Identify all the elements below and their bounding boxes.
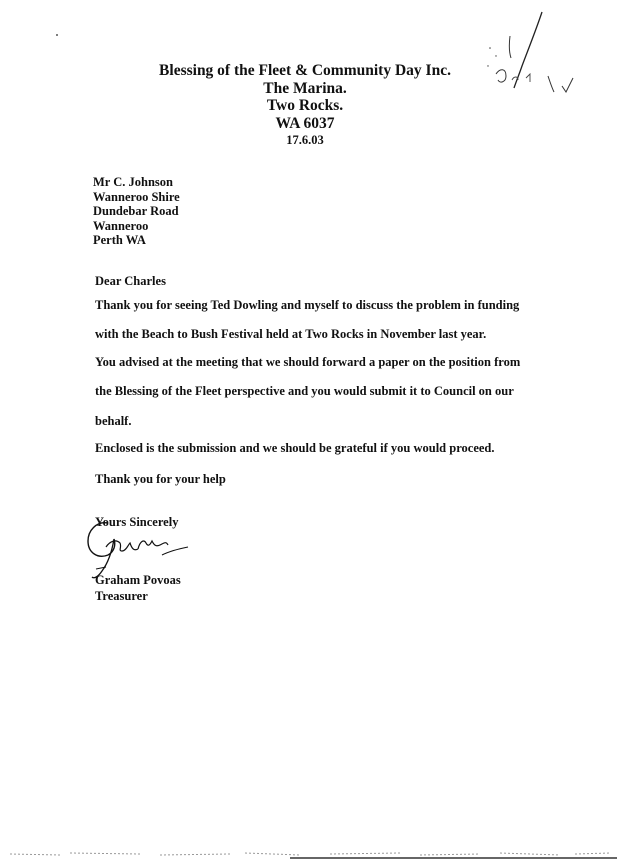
recipient-address-line: Wanneroo Shire: [93, 189, 180, 204]
recipient-address-line: Perth WA: [93, 233, 146, 248]
body-line: Enclosed is the submission and we should be grateful if you would proceed.: [95, 441, 495, 455]
letterhead-address-line: The Marina.: [263, 79, 347, 97]
letterhead-address-line: WA 6037: [275, 114, 335, 132]
body-line: You advised at the meeting that we should forward a paper on the position from: [95, 355, 521, 369]
scan-artifact: [0, 846, 617, 860]
recipient-address: [93, 175, 180, 248]
signer-name: Graham Povoas: [95, 573, 181, 587]
letter-date: 17.6.03: [286, 133, 324, 147]
handwritten-initials: [476, 8, 586, 103]
closing: Yours Sincerely: [95, 515, 179, 529]
body-line: Thank you for seeing Ted Dowling and myself to discuss the problem in funding: [95, 298, 520, 312]
body-line: the Blessing of the Fleet perspective and you would submit it to Council on our: [95, 384, 514, 398]
body-line: behalf.: [95, 414, 132, 428]
letterhead-address-line: Two Rocks.: [266, 97, 344, 114]
recipient-address-line: Wanneroo: [93, 218, 149, 233]
organization-name: Blessing of the Fleet & Community Day Inc.: [159, 62, 451, 79]
signer-title: Treasurer: [95, 588, 148, 603]
recipient-name: Mr C. Johnson: [93, 175, 173, 189]
scan-speck: [56, 34, 58, 36]
body-line: with the Beach to Bush Festival held at Two Rocks in November last year.: [95, 327, 487, 341]
recipient-address-line: Dundebar Road: [93, 204, 179, 219]
salutation: Dear Charles: [95, 274, 166, 288]
signer-block: [95, 573, 181, 604]
letterhead: [150, 62, 460, 148]
body-line: Thank you for your help: [95, 472, 226, 486]
